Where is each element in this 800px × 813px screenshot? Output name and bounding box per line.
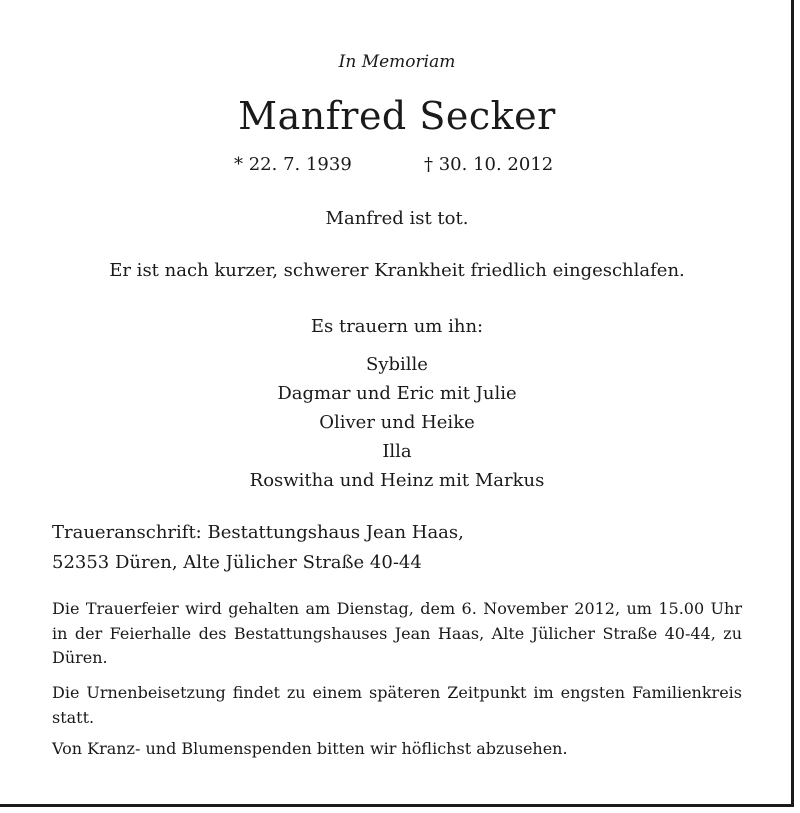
mourner-item: Oliver und Heike xyxy=(319,412,475,433)
address-line: Traueranschrift: Bestattungshaus Jean Haas, xyxy=(52,522,464,543)
mourner-item: Sybille xyxy=(366,354,428,375)
mourners-intro: Es trauern um ihn: xyxy=(310,316,484,337)
mourner-item: Dagmar und Eric mit Julie xyxy=(277,383,517,404)
address-line: 52353 Düren, Alte Jülicher Straße 40-44 xyxy=(52,552,422,573)
deceased-name: Manfred Secker xyxy=(238,94,556,138)
death-date: † 30. 10. 2012 xyxy=(424,154,554,175)
mourning-address xyxy=(52,518,464,578)
mourner-item: Illa xyxy=(382,441,412,462)
illness-statement: Er ist nach kurzer, schwerer Krankheit friedlich eingeschlafen. xyxy=(109,260,685,281)
notice-heading: In Memoriam xyxy=(338,52,456,72)
urn-burial-paragraph: Die Urnenbeisetzung findet zu einem späteren Zeitpunkt im engsten Familienkreis statt. xyxy=(52,683,742,727)
death-statement: Manfred ist tot. xyxy=(325,208,469,229)
mourners-list xyxy=(0,350,794,495)
mourner-item: Roswitha und Heinz mit Markus xyxy=(249,470,545,491)
life-dates xyxy=(0,154,794,178)
funeral-service-paragraph: Die Trauerfeier wird gehalten am Dienstag, dem 6. November 2012, um 15.00 Uhr in der Feierhalle des Bestattungshauses Jean Haas, Alte Jülicher Straße 40-44, zu Düren. xyxy=(52,599,742,667)
flowers-paragraph: Von Kranz- und Blumenspenden bitten wir höflichst abzusehen. xyxy=(52,739,568,758)
birth-date: * 22. 7. 1939 xyxy=(234,154,352,175)
